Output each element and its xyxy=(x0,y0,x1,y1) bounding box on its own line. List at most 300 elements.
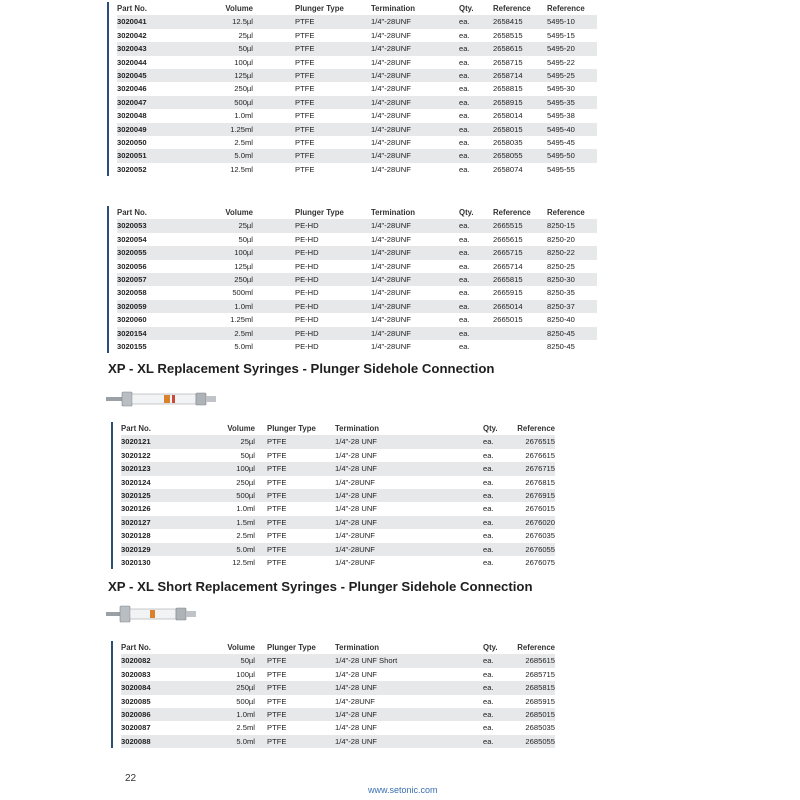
table-row xyxy=(117,109,597,122)
page-number: 22 xyxy=(125,773,137,784)
header-cell: Termination xyxy=(371,4,416,13)
table-cell: 8250-22 xyxy=(547,248,575,258)
table-row xyxy=(121,489,555,502)
table-cell: 2658915 xyxy=(493,97,523,107)
table-row xyxy=(117,42,597,55)
table-cell: PTFE xyxy=(295,44,315,54)
table-cell: PTFE xyxy=(267,723,287,733)
table-cell: 2665015 xyxy=(493,315,523,325)
table-cell: 25µl xyxy=(238,30,253,40)
table-cell: 5495-10 xyxy=(547,17,575,27)
table-cell: ea. xyxy=(483,490,494,500)
table-row xyxy=(121,502,555,515)
table-cell: 1/4"-28UNF xyxy=(371,274,411,284)
table-cell: ea. xyxy=(459,315,470,325)
table-cell: 50µl xyxy=(240,656,255,666)
table-cell: ea. xyxy=(483,504,494,514)
table-cell: ea. xyxy=(459,248,470,258)
table-cell: 5495-35 xyxy=(547,97,575,107)
table-cell: 1/4"-28UNF xyxy=(335,477,375,487)
part-number-cell: 3020121 xyxy=(121,437,151,447)
table-cell: ea. xyxy=(459,261,470,271)
table-cell xyxy=(493,327,547,340)
part-number-cell: 3020054 xyxy=(117,234,147,244)
part-number-cell: 3020041 xyxy=(117,17,147,27)
table-cell: 5.0ml xyxy=(234,151,253,161)
table-cell: 1.0ml xyxy=(234,301,253,311)
table-cell: 1/4"-28UNF xyxy=(371,84,411,94)
table-cell: PTFE xyxy=(267,531,287,541)
table-cell: 2658074 xyxy=(493,164,523,174)
table-cell: ea. xyxy=(459,70,470,80)
part-number-cell: 3020155 xyxy=(117,341,147,351)
table-row xyxy=(117,163,597,176)
table-cell: PTFE xyxy=(295,164,315,174)
table-cell: 250µl xyxy=(234,84,253,94)
table-cell: 8250-20 xyxy=(547,234,575,244)
table-cell: PTFE xyxy=(295,84,315,94)
table-header xyxy=(117,2,597,15)
table-cell: 8250-30 xyxy=(547,274,575,284)
table-cell: 2685815 xyxy=(525,683,555,693)
table-cell: ea. xyxy=(483,683,494,693)
table-row xyxy=(117,123,597,136)
table-cell: PTFE xyxy=(267,683,287,693)
table-cell: 125µl xyxy=(234,70,253,80)
table-cell: 1/4"-28 UNF xyxy=(335,736,377,746)
part-number-cell: 3020044 xyxy=(117,57,147,67)
table-row xyxy=(121,529,555,542)
table-cell: 1.25ml xyxy=(230,315,253,325)
table-cell: 1/4"-28 UNF xyxy=(335,517,377,527)
table-row xyxy=(117,327,597,340)
table-row xyxy=(121,681,555,694)
table-cell: 8250-37 xyxy=(547,301,575,311)
table-row xyxy=(121,462,555,475)
table-row xyxy=(117,82,597,95)
table-cell: 2685915 xyxy=(525,696,555,706)
table-cell: 2665715 xyxy=(493,248,523,258)
section-title: XP - XL Replacement Syringes - Plunger Sidehole Connection xyxy=(108,361,495,376)
table-header xyxy=(121,641,555,654)
table-cell: ea. xyxy=(459,97,470,107)
header-cell: Qty. xyxy=(483,424,498,433)
table-cell: 5.0ml xyxy=(236,736,255,746)
table-row xyxy=(121,543,555,556)
part-number-cell: 3020129 xyxy=(121,544,151,554)
part-number-cell: 3020083 xyxy=(121,669,151,679)
table-cell: ea. xyxy=(459,288,470,298)
table-cell: ea. xyxy=(483,557,494,567)
header-cell: Termination xyxy=(371,208,416,217)
table-cell: 2676035 xyxy=(525,531,555,541)
syringe-image xyxy=(106,604,196,629)
table-cell: 1/4"-28 UNF xyxy=(335,450,377,460)
table-cell: 1/4"-28UNF xyxy=(371,17,411,27)
table-cell: 1/4"-28UNF xyxy=(335,557,375,567)
table-cell xyxy=(493,340,547,353)
table-cell: 1/4"-28UNF xyxy=(371,97,411,107)
table-row xyxy=(117,246,597,259)
table-cell: 5495-15 xyxy=(547,30,575,40)
header-cell: Plunger Type xyxy=(267,424,316,433)
table-cell: 2658715 xyxy=(493,57,523,67)
table-row xyxy=(121,721,555,734)
table-cell: 1/4"-28UNF xyxy=(371,44,411,54)
part-number-cell: 3020056 xyxy=(117,261,147,271)
part-number-cell: 3020084 xyxy=(121,683,151,693)
table-cell: 2658055 xyxy=(493,151,523,161)
table-row xyxy=(117,15,597,28)
table-cell: ea. xyxy=(483,517,494,527)
table-cell: 2676915 xyxy=(525,490,555,500)
table-cell: 5495-55 xyxy=(547,164,575,174)
table-cell: PTFE xyxy=(267,557,287,567)
table-cell: 5495-38 xyxy=(547,111,575,121)
table-cell: 125µl xyxy=(234,261,253,271)
part-number-cell: 3020055 xyxy=(117,248,147,258)
table-cell: 12.5ml xyxy=(232,557,255,567)
table-cell: 1/4"-28UNF xyxy=(371,137,411,147)
table-row xyxy=(121,735,555,748)
table-cell: PTFE xyxy=(267,696,287,706)
table-cell: 2665815 xyxy=(493,274,523,284)
part-number-cell: 3020047 xyxy=(117,97,147,107)
table-row xyxy=(117,136,597,149)
table-body xyxy=(121,654,555,748)
header-cell: Qty. xyxy=(459,4,474,13)
table-cell: ea. xyxy=(459,274,470,284)
table-cell: PTFE xyxy=(295,137,315,147)
table-row xyxy=(121,435,555,448)
table-cell: ea. xyxy=(483,464,494,474)
table-cell: ea. xyxy=(459,328,470,338)
table-cell: ea. xyxy=(459,137,470,147)
part-number-cell: 3020087 xyxy=(121,723,151,733)
part-number-cell: 3020053 xyxy=(117,221,147,231)
table-cell: 2.5ml xyxy=(234,328,253,338)
table-row xyxy=(117,273,597,286)
table-cell: 1/4"-28 UNF xyxy=(335,504,377,514)
table-cell: PTFE xyxy=(267,504,287,514)
table-3 xyxy=(111,422,555,569)
table-cell: 1/4"-28UNF xyxy=(371,315,411,325)
header-cell: Volume xyxy=(225,4,253,13)
table-cell: 25µl xyxy=(238,221,253,231)
header-cell: Reference xyxy=(517,424,555,433)
table-cell: 1.5ml xyxy=(236,517,255,527)
table-cell: 1/4"-28UNF xyxy=(371,70,411,80)
table-row xyxy=(117,300,597,313)
table-cell: 2665615 xyxy=(493,234,523,244)
table-cell: PTFE xyxy=(267,490,287,500)
table-cell: 2685715 xyxy=(525,669,555,679)
table-cell: 1/4"-28UNF xyxy=(371,111,411,121)
table-body xyxy=(121,435,555,569)
table-cell: PTFE xyxy=(295,57,315,67)
header-cell: Termination xyxy=(335,643,380,652)
header-cell: Reference xyxy=(517,643,555,652)
table-cell: 250µl xyxy=(236,683,255,693)
table-2 xyxy=(107,206,597,353)
table-cell: 100µl xyxy=(234,57,253,67)
table-cell: 5495-30 xyxy=(547,84,575,94)
table-cell: 1/4"-28UNF xyxy=(371,301,411,311)
table-cell: PTFE xyxy=(267,544,287,554)
table-cell: 1/4"-28UNF xyxy=(371,248,411,258)
table-cell: PTFE xyxy=(267,517,287,527)
table-cell: 1/4"-28 UNF xyxy=(335,464,377,474)
table-row xyxy=(121,668,555,681)
table-row xyxy=(117,56,597,69)
table-cell: 2658515 xyxy=(493,30,523,40)
table-cell: PE-HD xyxy=(295,301,319,311)
table-cell: PTFE xyxy=(295,30,315,40)
table-cell: PE-HD xyxy=(295,248,319,258)
table-cell: 2658714 xyxy=(493,70,523,80)
table-cell: 2658014 xyxy=(493,111,523,121)
part-number-cell: 3020058 xyxy=(117,288,147,298)
table-cell: 2.5ml xyxy=(234,137,253,147)
part-number-cell: 3020082 xyxy=(121,656,151,666)
table-cell: 2658035 xyxy=(493,137,523,147)
part-number-cell: 3020048 xyxy=(117,111,147,121)
table-1 xyxy=(107,2,597,176)
table-cell: 1/4"-28 UNF xyxy=(335,437,377,447)
table-cell: ea. xyxy=(483,723,494,733)
part-number-cell: 3020057 xyxy=(117,274,147,284)
table-cell: PE-HD xyxy=(295,261,319,271)
table-cell: 2676815 xyxy=(525,477,555,487)
table-cell: 8250-25 xyxy=(547,261,575,271)
table-cell: 1/4"-28 UNF Short xyxy=(335,656,398,666)
table-cell: PTFE xyxy=(295,70,315,80)
table-cell: 500µl xyxy=(234,97,253,107)
part-number-cell: 3020052 xyxy=(117,164,147,174)
part-number-cell: 3020085 xyxy=(121,696,151,706)
header-cell: Qty. xyxy=(483,643,498,652)
table-row xyxy=(121,476,555,489)
table-cell: 1/4"-28UNF xyxy=(335,696,375,706)
table-row xyxy=(117,29,597,42)
table-cell: ea. xyxy=(483,437,494,447)
table-header xyxy=(121,422,555,435)
header-cell: Termination xyxy=(335,424,380,433)
part-number-cell: 3020060 xyxy=(117,315,147,325)
table-cell: 50µl xyxy=(240,450,255,460)
table-cell: 500µl xyxy=(236,696,255,706)
table-cell: ea. xyxy=(483,450,494,460)
table-cell: PTFE xyxy=(267,669,287,679)
table-cell: PTFE xyxy=(267,450,287,460)
table-cell: 25µl xyxy=(240,437,255,447)
table-row xyxy=(117,286,597,299)
table-cell: ea. xyxy=(459,84,470,94)
table-cell: 1/4"-28UNF xyxy=(371,234,411,244)
table-cell: 2665915 xyxy=(493,288,523,298)
table-cell: 2685035 xyxy=(525,723,555,733)
part-number-cell: 3020154 xyxy=(117,328,147,338)
table-cell: 250µl xyxy=(234,274,253,284)
header-cell: Qty. xyxy=(459,208,474,217)
table-cell: PE-HD xyxy=(295,288,319,298)
table-cell: ea. xyxy=(459,151,470,161)
part-number-cell: 3020127 xyxy=(121,517,151,527)
table-cell: ea. xyxy=(483,709,494,719)
table-cell: ea. xyxy=(459,111,470,121)
table-cell: 2.5ml xyxy=(236,531,255,541)
table-cell: ea. xyxy=(483,477,494,487)
table-cell: 5495-20 xyxy=(547,44,575,54)
table-cell: 1/4"-28 UNF xyxy=(335,490,377,500)
table-cell: 8250-15 xyxy=(547,221,575,231)
table-cell: 250µl xyxy=(236,477,255,487)
header-cell: Reference xyxy=(547,208,585,217)
header-cell: Plunger Type xyxy=(295,208,344,217)
table-row xyxy=(121,654,555,667)
table-cell: 1/4"-28 UNF xyxy=(335,723,377,733)
table-cell: 2.5ml xyxy=(236,723,255,733)
header-cell: Reference xyxy=(547,4,585,13)
table-cell: 1/4"-28UNF xyxy=(371,341,411,351)
part-number-cell: 3020124 xyxy=(121,477,151,487)
table-cell: 1.0ml xyxy=(236,504,255,514)
part-number-cell: 3020125 xyxy=(121,490,151,500)
table-cell: 1/4"-28UNF xyxy=(371,124,411,134)
table-cell: 1/4"-28 UNF xyxy=(335,709,377,719)
header-cell: Part No. xyxy=(117,208,147,217)
table-cell: ea. xyxy=(459,341,470,351)
table-cell: PTFE xyxy=(267,464,287,474)
table-cell: PTFE xyxy=(267,477,287,487)
table-cell: 2665014 xyxy=(493,301,523,311)
syringe-image xyxy=(106,389,216,414)
table-cell: PTFE xyxy=(295,17,315,27)
table-cell: PTFE xyxy=(267,437,287,447)
part-number-cell: 3020130 xyxy=(121,557,151,567)
table-cell: PTFE xyxy=(295,151,315,161)
table-cell: ea. xyxy=(483,544,494,554)
table-cell: 2658815 xyxy=(493,84,523,94)
part-number-cell: 3020042 xyxy=(117,30,147,40)
table-cell: ea. xyxy=(459,234,470,244)
table-row xyxy=(117,96,597,109)
table-cell: PE-HD xyxy=(295,328,319,338)
table-cell: 2676615 xyxy=(525,450,555,460)
part-number-cell: 3020045 xyxy=(117,70,147,80)
table-cell: 5495-22 xyxy=(547,57,575,67)
table-cell: 5495-40 xyxy=(547,124,575,134)
table-cell: ea. xyxy=(483,696,494,706)
header-cell: Reference xyxy=(493,4,531,13)
header-cell: Reference xyxy=(493,208,531,217)
table-cell: ea. xyxy=(483,669,494,679)
header-cell: Part No. xyxy=(117,4,147,13)
table-cell: 1/4"-28UNF xyxy=(335,531,375,541)
header-cell: Volume xyxy=(225,208,253,217)
table-cell: ea. xyxy=(459,301,470,311)
header-cell: Plunger Type xyxy=(295,4,344,13)
table-row xyxy=(121,449,555,462)
table-cell: 2676715 xyxy=(525,464,555,474)
section-title: XP - XL Short Replacement Syringes - Plunger Sidehole Connection xyxy=(108,579,533,594)
table-cell: 2676015 xyxy=(525,504,555,514)
header-cell: Volume xyxy=(227,424,255,433)
part-number-cell: 3020050 xyxy=(117,137,147,147)
table-cell: ea. xyxy=(459,30,470,40)
table-cell: PTFE xyxy=(267,709,287,719)
table-cell: 2658615 xyxy=(493,44,523,54)
table-cell: 500µl xyxy=(236,490,255,500)
table-cell: 5.0ml xyxy=(236,544,255,554)
table-cell: PE-HD xyxy=(295,274,319,284)
table-cell: 50µl xyxy=(238,44,253,54)
table-cell: PTFE xyxy=(295,111,315,121)
table-cell: 1/4"-28 UNF xyxy=(335,683,377,693)
table-cell: 2676515 xyxy=(525,437,555,447)
table-row xyxy=(117,219,597,232)
table-cell: 5495-25 xyxy=(547,70,575,80)
table-cell: 50µl xyxy=(238,234,253,244)
table-cell: 1/4"-28UNF xyxy=(371,164,411,174)
table-cell: 2658015 xyxy=(493,124,523,134)
table-cell: 5.0ml xyxy=(234,341,253,351)
table-cell: PE-HD xyxy=(295,341,319,351)
table-cell: 2676075 xyxy=(525,557,555,567)
table-row xyxy=(121,556,555,569)
part-number-cell: 3020088 xyxy=(121,736,151,746)
table-cell: ea. xyxy=(459,221,470,231)
part-number-cell: 3020122 xyxy=(121,450,151,460)
table-cell: 1/4"-28UNF xyxy=(371,261,411,271)
table-row xyxy=(117,149,597,162)
table-cell: 2676055 xyxy=(525,544,555,554)
table-cell: 100µl xyxy=(236,464,255,474)
part-number-cell: 3020049 xyxy=(117,124,147,134)
table-cell: 2685615 xyxy=(525,656,555,666)
table-cell: PE-HD xyxy=(295,221,319,231)
table-cell: 500ml xyxy=(232,288,253,298)
table-cell: 1/4"-28UNF xyxy=(371,221,411,231)
table-cell: 100µl xyxy=(234,248,253,258)
table-row xyxy=(117,313,597,326)
table-cell: 1/4"-28UNF xyxy=(371,288,411,298)
table-cell: 1/4"-28UNF xyxy=(371,328,411,338)
table-cell: 2676020 xyxy=(525,517,555,527)
table-cell: 8250-45 xyxy=(547,341,575,351)
table-cell: 8250-40 xyxy=(547,315,575,325)
website-link[interactable]: www.setonic.com xyxy=(368,785,438,795)
table-cell: 1.25ml xyxy=(230,124,253,134)
table-cell: 1.0ml xyxy=(236,709,255,719)
table-cell: 1/4"-28 UNF xyxy=(335,669,377,679)
table-row xyxy=(117,69,597,82)
table-cell: 1/4"-28UNF xyxy=(371,151,411,161)
table-cell: PTFE xyxy=(267,736,287,746)
header-cell: Volume xyxy=(227,643,255,652)
part-number-cell: 3020059 xyxy=(117,301,147,311)
table-cell: ea. xyxy=(459,57,470,67)
part-number-cell: 3020123 xyxy=(121,464,151,474)
part-number-cell: 3020043 xyxy=(117,44,147,54)
table-cell: 100µl xyxy=(236,669,255,679)
table-cell: 2685055 xyxy=(525,736,555,746)
table-cell: ea. xyxy=(483,656,494,666)
table-4 xyxy=(111,641,555,748)
header-cell: Part No. xyxy=(121,643,151,652)
table-cell: 1/4"-28UNF xyxy=(371,30,411,40)
part-number-cell: 3020086 xyxy=(121,709,151,719)
